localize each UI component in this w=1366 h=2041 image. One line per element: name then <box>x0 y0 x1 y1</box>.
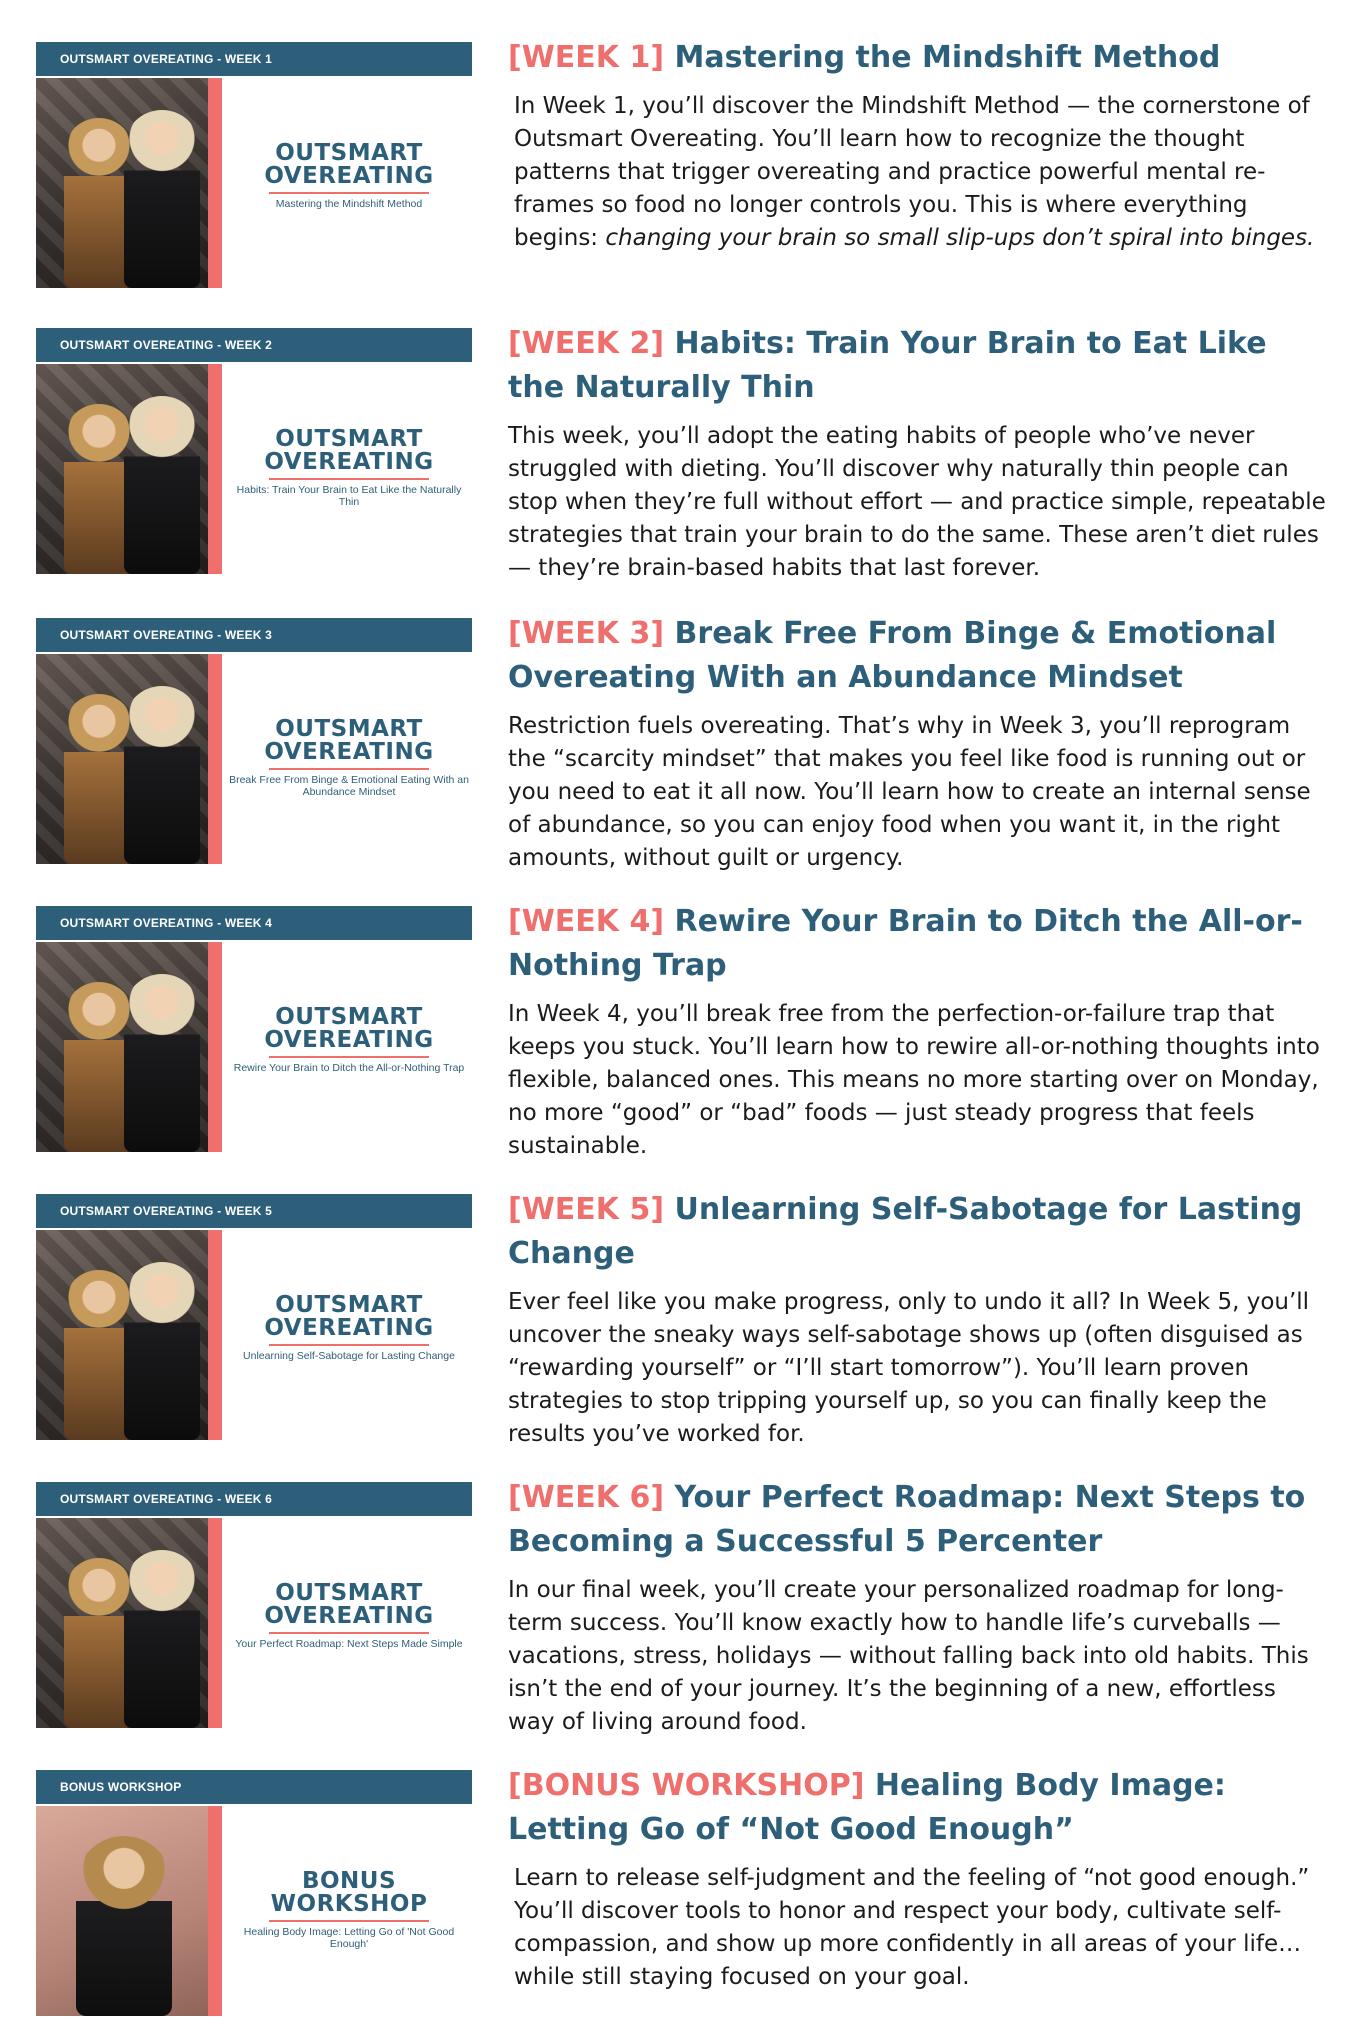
coaches-photo <box>36 942 208 1152</box>
coaches-photo <box>36 364 208 574</box>
accent-stripe <box>208 942 222 1152</box>
week-tag: [WEEK 1] <box>508 40 665 75</box>
week-description: Restriction fuels overeating. That’s why in Week 3, you’ll reprogram the “scarcity mindset” that makes you feel like food is running out or you need to eat it all now. You’ll learn how to create an internal sense of abundance, so you can enjoy food when you want it, in the right amounts, without guilt or urgency. <box>508 713 1311 871</box>
thumbnail-banner: OUTSMART OVEREATING - WEEK 2 <box>36 328 472 362</box>
thumbnail-subtitle: Your Perfect Roadmap: Next Steps Made Simple <box>235 1638 463 1650</box>
course-logo: OUTSMART OVEREATING Your Perfect Roadmap: Next Steps Made Simple <box>226 1582 472 1650</box>
coach-photo <box>36 1806 208 2016</box>
course-thumbnail <box>36 618 472 864</box>
accent-stripe <box>208 1230 222 1440</box>
bonus-heading <box>508 1764 1326 1852</box>
week-tag: [WEEK 5] <box>508 1192 665 1227</box>
week-heading <box>508 322 1326 410</box>
accent-stripe <box>208 78 222 288</box>
coaches-photo <box>36 78 208 288</box>
week-description: In Week 1, you’ll discover the Mindshift Method — the cornerstone of Outsmart Overeating. You’ll learn how to recognize the thought patterns that trigger overeating and practice powerful mental re-frames so food no longer controls you. This is where everything begins: changing your brain so small slip-ups don’t spiral into binges. <box>514 93 1315 251</box>
week-title: Rewire Your Brain to Ditch the All-or-Nothing Trap <box>508 904 1303 983</box>
thumbnail-banner: OUTSMART OVEREATING - WEEK 1 <box>36 42 472 76</box>
week-heading <box>508 1188 1326 1276</box>
thumbnail-banner: OUTSMART OVEREATING - WEEK 6 <box>36 1482 472 1516</box>
week-tag: [WEEK 3] <box>508 616 665 651</box>
week-heading <box>508 1476 1326 1564</box>
thumbnail-subtitle: Habits: Train Your Brain to Eat Like the Naturally Thin <box>236 484 462 508</box>
week-title: Habits: Train Your Brain to Eat Like the Naturally Thin <box>508 326 1267 405</box>
week-title: Your Perfect Roadmap: Next Steps to Becoming a Successful 5 Percenter <box>508 1480 1306 1559</box>
week-text <box>508 322 1326 585</box>
week-description: Ever feel like you make progress, only to undo it all? In Week 5, you’ll uncover the sneaky ways self-sabotage shows up (often disguised as “rewarding yourself” or “I’ll start tomorrow”). You’ll learn proven strategies to stop tripping yourself up, so you can finally keep the results you’ve worked for. <box>508 1289 1310 1447</box>
accent-stripe <box>208 1806 222 2016</box>
week-heading <box>508 900 1326 988</box>
thumbnail-subtitle: Mastering the Mindshift Method <box>275 198 423 210</box>
course-logo: OUTSMART OVEREATING Habits: Train Your Brain to Eat Like the Naturally Thin <box>226 428 472 508</box>
course-logo: OUTSMART OVEREATING Unlearning Self-Sabotage for Lasting Change <box>226 1294 472 1362</box>
week-text <box>508 612 1326 875</box>
week-text <box>508 1188 1326 1451</box>
bonus-description: Learn to release self-judgment and the feeling of “not good enough.” You’ll discover tools to honor and respect your body, cultivate self-compassion, and show up more confidently in all areas of your life… while still staying focused on your goal. <box>514 1865 1310 1990</box>
week-description: In Week 4, you’ll break free from the perfection-or-failure trap that keeps you stuck. You’ll learn how to rewire all-or-nothing thoughts into flexible, balanced ones. This means no more starting over on Monday, no more “good” or “bad” foods — just steady progress that feels sustainable. <box>508 1001 1320 1159</box>
accent-stripe <box>208 364 222 574</box>
course-thumbnail <box>36 1482 472 1728</box>
thumbnail-subtitle: Healing Body Image: Letting Go of 'Not Good Enough' <box>243 1926 455 1950</box>
course-thumbnail <box>36 906 472 1152</box>
thumbnail-banner: OUTSMART OVEREATING - WEEK 4 <box>36 906 472 940</box>
course-logo: OUTSMART OVEREATING Mastering the Mindshift Method <box>226 142 472 210</box>
week-tag: [WEEK 6] <box>508 1480 665 1515</box>
course-thumbnail <box>36 328 472 574</box>
course-thumbnail <box>36 42 472 288</box>
week-tag: [WEEK 2] <box>508 326 665 361</box>
bonus-tag: [BONUS WORKSHOP] <box>508 1768 865 1803</box>
bonus-logo: BONUS WORKSHOP Healing Body Image: Letting Go of 'Not Good Enough' <box>226 1870 472 1950</box>
week-title: Unlearning Self-Sabotage for Lasting Change <box>508 1192 1303 1271</box>
accent-stripe <box>208 1518 222 1728</box>
week-heading <box>508 36 1326 80</box>
course-logo: OUTSMART OVEREATING Rewire Your Brain to Ditch the All-or-Nothing Trap <box>226 1006 472 1074</box>
course-thumbnail <box>36 1194 472 1440</box>
coaches-photo <box>36 1230 208 1440</box>
thumbnail-subtitle: Unlearning Self-Sabotage for Lasting Change <box>243 1350 455 1362</box>
bonus-title: Healing Body Image: Letting Go of “Not Good Enough” <box>508 1768 1226 1847</box>
accent-stripe <box>208 654 222 864</box>
week-description: This week, you’ll adopt the eating habits of people who’ve never struggled with dieting. You’ll discover why naturally thin people can stop when they’re full without effort — and practice simple, repeatable strategies that train your brain to do the same. These aren’t diet rules — they’re brain-based habits that last forever. <box>508 423 1326 581</box>
thumbnail-subtitle: Break Free From Binge & Emotional Eating With an Abundance Mindset <box>229 774 469 798</box>
week-heading <box>508 612 1326 700</box>
bonus-text <box>508 1764 1326 1994</box>
week-tag: [WEEK 4] <box>508 904 665 939</box>
bonus-thumbnail <box>36 1770 472 2016</box>
thumbnail-subtitle: Rewire Your Brain to Ditch the All-or-Nothing Trap <box>233 1062 465 1074</box>
thumbnail-banner: OUTSMART OVEREATING - WEEK 3 <box>36 618 472 652</box>
week-text <box>508 1476 1326 1739</box>
week-text <box>508 36 1326 255</box>
week-title: Mastering the Mindshift Method <box>674 40 1221 75</box>
week-description: In our final week, you’ll create your personalized roadmap for long-term success. You’ll know exactly how to handle life’s curveballs — vacations, stress, holidays — without falling back into old habits. This isn’t the end of your journey. It’s the beginning of a new, effortless way of living around food. <box>508 1577 1309 1735</box>
week-title: Break Free From Binge & Emotional Overeating With an Abundance Mindset <box>508 616 1277 695</box>
thumbnail-banner: OUTSMART OVEREATING - WEEK 5 <box>36 1194 472 1228</box>
coaches-photo <box>36 654 208 864</box>
week-text <box>508 900 1326 1163</box>
coaches-photo <box>36 1518 208 1728</box>
course-logo: OUTSMART OVEREATING Break Free From Binge & Emotional Eating With an Abundance Mindset <box>226 718 472 798</box>
thumbnail-banner: BONUS WORKSHOP <box>36 1770 472 1804</box>
